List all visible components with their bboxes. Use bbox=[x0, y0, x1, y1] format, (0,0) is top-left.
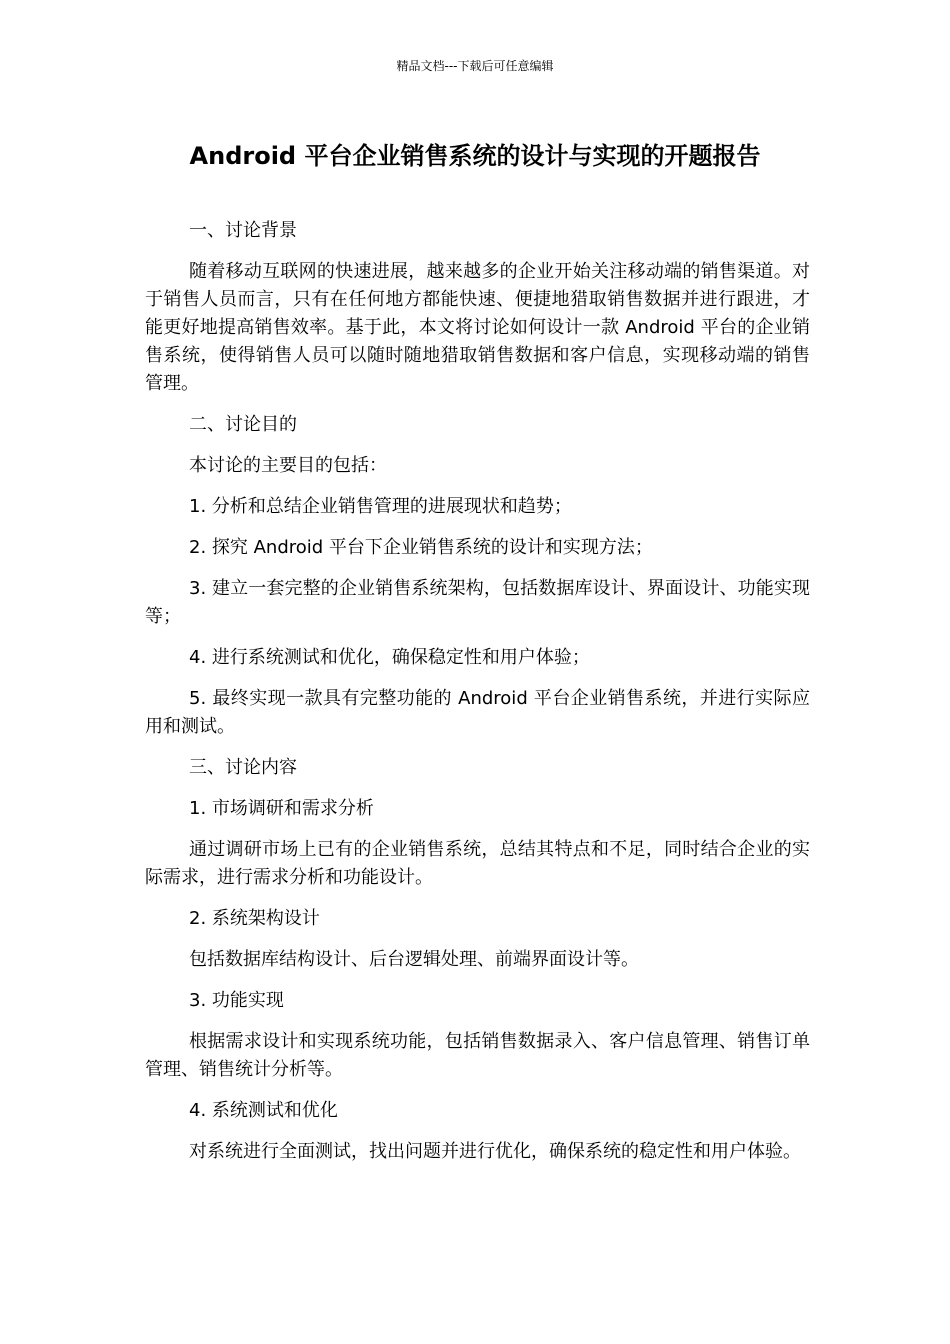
document-title: Android 平台企业销售系统的设计与实现的开题报告 bbox=[189, 142, 761, 170]
paragraph-architecture: 包括数据库结构设计、后台逻辑处理、前端界面设计等。 bbox=[189, 949, 639, 970]
subheading-market-research: 1. 市场调研和需求分析 bbox=[189, 798, 374, 819]
list-item-objective-3: 3. 建立一套完整的企业销售系统架构，包括数据库设计、界面设计、功能实现等； bbox=[145, 578, 810, 627]
subheading-architecture: 2. 系统架构设计 bbox=[189, 908, 320, 929]
header-note: 精品文档---下载后可任意编辑 bbox=[396, 59, 554, 73]
document-body bbox=[145, 217, 810, 1179]
subheading-testing: 4. 系统测试和优化 bbox=[189, 1100, 338, 1121]
paragraph-implementation: 根据需求设计和实现系统功能，包括销售数据录入、客户信息管理、销售订单管理、销售统计分析等。 bbox=[145, 1031, 810, 1080]
list-item-objective-4: 4. 进行系统测试和优化，确保稳定性和用户体验； bbox=[189, 647, 590, 668]
list-item-objective-1: 1. 分析和总结企业销售管理的进展现状和趋势； bbox=[189, 496, 572, 517]
paragraph-background: 随着移动互联网的快速进展，越来越多的企业开始关注移动端的销售渠道。对于销售人员而言，只有在任何地方都能快速、便捷地猎取销售数据并进行跟进，才能更好地提高销售效率。基于此，本文将讨论如何设计一款 Android 平台的企业销售系统，使得销售人员可以随时随地猎取销售数据和客户信息，实现移动端的销售管理。 bbox=[145, 261, 810, 394]
list-item-objective-2: 2. 探究 Android 平台下企业销售系统的设计和实现方法； bbox=[189, 537, 653, 558]
paragraph-market-research: 通过调研市场上已有的企业销售系统，总结其特点和不足，同时结合企业的实际需求，进行需求分析和功能设计。 bbox=[145, 839, 810, 888]
list-item-objective-5: 5. 最终实现一款具有完整功能的 Android 平台企业销售系统，并进行实际应用和测试。 bbox=[145, 688, 810, 737]
section-heading-background: 一、讨论背景 bbox=[189, 220, 297, 241]
paragraph-testing: 对系统进行全面测试，找出问题并进行优化，确保系统的稳定性和用户体验。 bbox=[189, 1141, 801, 1162]
section-heading-objectives: 二、讨论目的 bbox=[189, 414, 297, 435]
paragraph-objectives-intro: 本讨论的主要目的包括： bbox=[189, 455, 387, 476]
section-heading-content: 三、讨论内容 bbox=[189, 757, 297, 778]
subheading-implementation: 3. 功能实现 bbox=[189, 990, 284, 1011]
